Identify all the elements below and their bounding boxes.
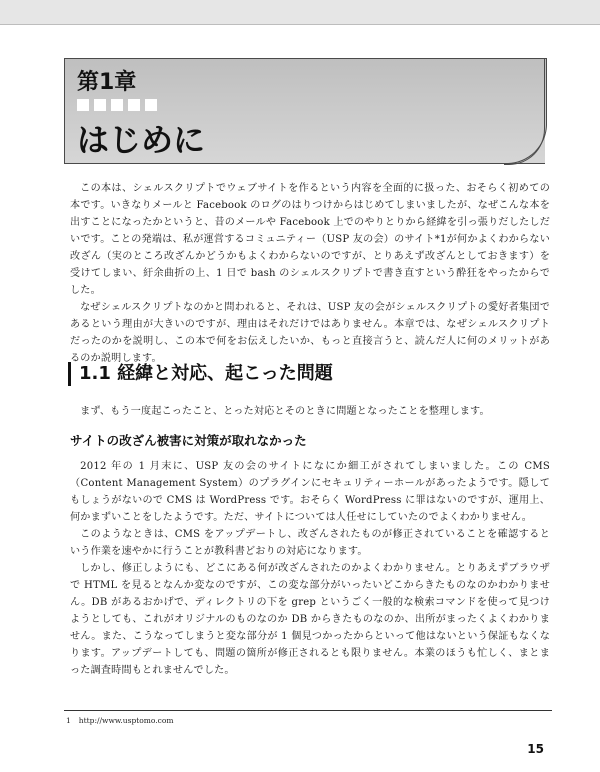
page-header-band — [0, 0, 600, 25]
subsection-title: サイトの改ざん被害に対策が取れなかった — [70, 433, 307, 448]
chapter-decoration-squares — [77, 99, 157, 111]
chapter-title: はじめに — [77, 121, 206, 159]
footnote-number: 1 — [66, 716, 71, 725]
section-title: 1.1 経緯と対応、起こった問題 — [68, 362, 333, 386]
chapter-number: 第1章 — [77, 70, 137, 95]
square-icon — [128, 99, 140, 111]
footnote-rule — [64, 710, 552, 711]
chapter-box-rounded-edge — [486, 58, 547, 164]
subsection-paragraph: しかし、修正しようにも、どこにある何が改ざんされたのかよくわかりません。とりあえずブラウザで HTML を見るとなんか変なのですが、この変な部分がいったいどこからきたものなのかわかりません。DB があるおかげで、ディレクトリの下を grep というごく一般的な検索コマンドを使って見つけようとしても、これがオリジナルのものなのか DB からきたものなのか、出所がまったくよくわかりません。また、こうなってしまうと変な部分が 1 個見つかったからといって他はないという保証もなくなります。アップデートしても、問題の箇所が修正されるとも限りません。本業のほうも忙しく、まとまった調査時間もとれませんでした。 — [70, 563, 550, 676]
footnote-link[interactable]: http://www.usptomo.com — [78, 716, 174, 725]
intro-text — [70, 180, 550, 367]
square-icon — [94, 99, 106, 111]
square-icon — [111, 99, 123, 111]
page-number: 15 — [527, 742, 544, 756]
intro-paragraph: なぜシェルスクリプトなのかと問われると、それは、USP 友の会がシェルスクリプトの愛好者集団であるという理由が大きいのですが、理由はそれだけではありません。本章では、なぜシェルスクリプトだったのかを説明し、この本で何をお伝えしたいか、もっと直接言うと、読んだ人に何のメリットがあるのか説明します。 — [70, 302, 550, 364]
subsection-paragraph: 2012 年の 1 月末に、USP 友の会のサイトになにか細工がされてしまいました。この CMS（Content Management System）のプラグインにセキュリティーホールがあったようです。隠してもしょうがないので CMS は WordPress です。おそらく WordPress に罪はないのですが、運用上、何かまずいことをしたようです。ただ、サイトについては人任せにしていたのでよくわかりません。 — [70, 461, 550, 523]
footnote — [66, 716, 174, 725]
square-icon — [145, 99, 157, 111]
intro-paragraph: この本は、シェルスクリプトでウェブサイトを作るという内容を全面的に扱った、おそらく初めての本です。いきなりメールと Facebook のログのはりつけからはじめてしまいましたが、なぜこんな本を出すことになったかというと、昔のメールや Facebook 上でのやりとりから経緯を引っ張りだしたしだいです。ことの発端は、私が運営するコミュニティー（USP 友の会）のサイト*1が何かよくわからない改ざん（実のところ改ざんかどうかもよくわからないのですが、とりあえず改ざんとしておきます）を受けてしまい、紆余曲折の上、1 日で bash のシェルスクリプトで書き直すという酔狂をやったからでした。 — [70, 183, 550, 296]
chapter-heading-box — [64, 58, 545, 164]
subsection-text — [70, 458, 550, 679]
subsection-paragraph: このようなときは、CMS をアップデートし、改ざんされたものが修正されていることを確認するという作業を速やかに行うことが教科書どおりの対応になります。 — [70, 529, 550, 557]
square-icon — [77, 99, 89, 111]
section-lead — [70, 403, 550, 420]
section-lead-paragraph: まず、もう一度起こったこと、とった対応とそのときに問題となったことを整理します。 — [80, 406, 490, 417]
